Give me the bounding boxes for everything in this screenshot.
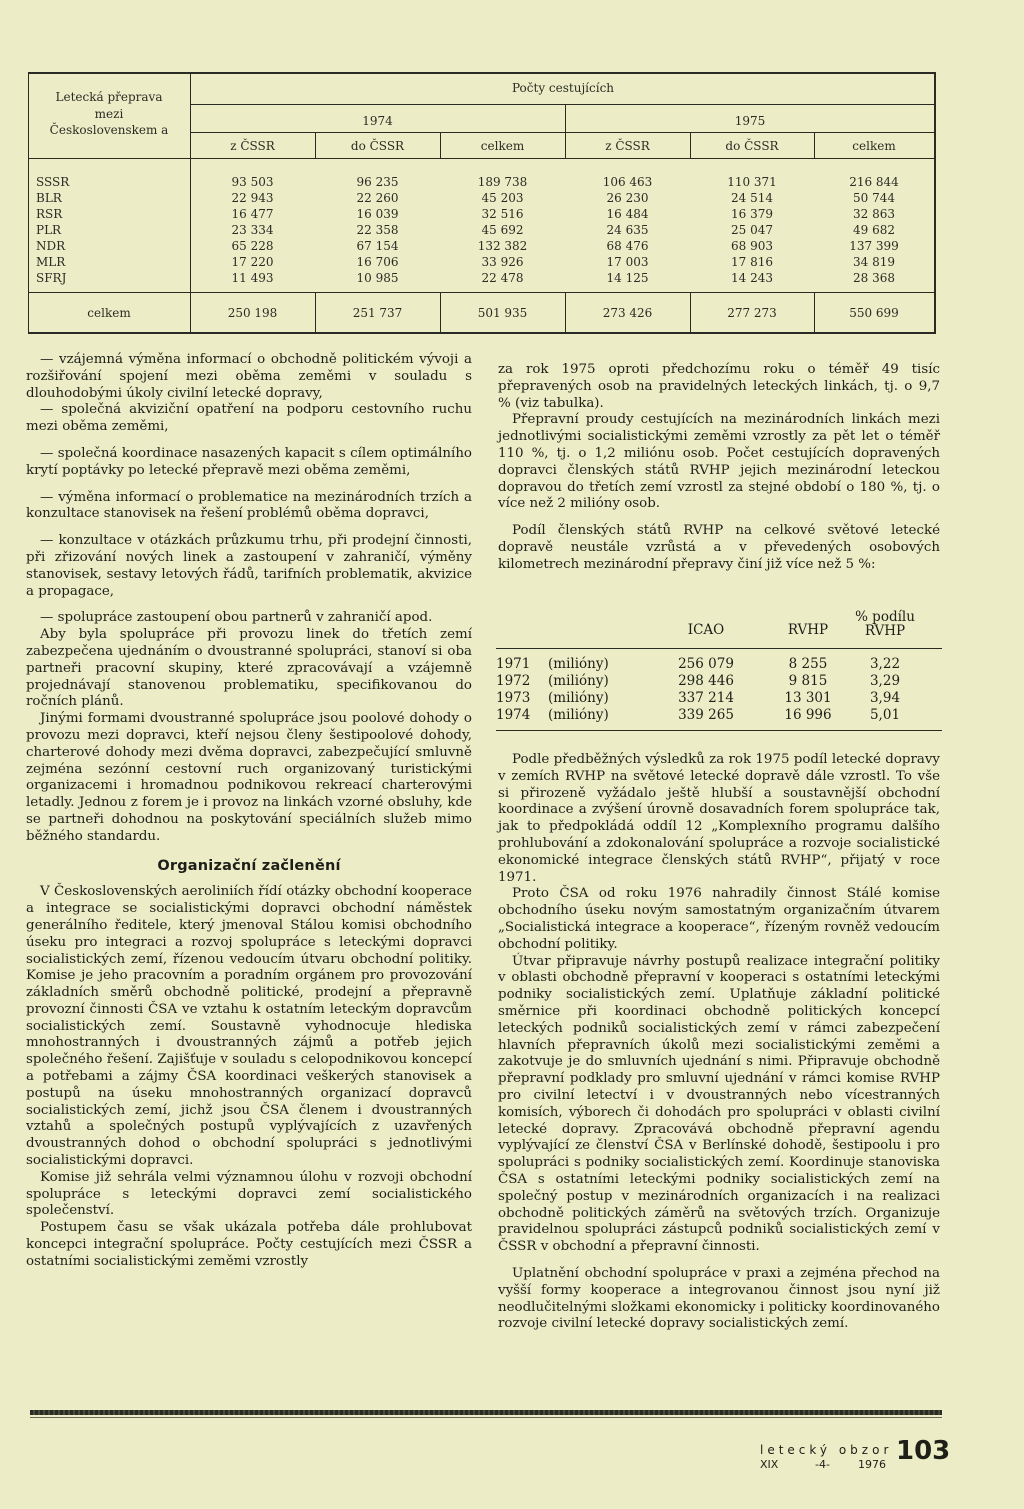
table-border-top (28, 72, 936, 74)
icao-rvhp-cell: 9 815 (788, 673, 828, 689)
row-country: PLR (36, 223, 62, 237)
icao-icao-cell: 337 214 (678, 690, 734, 706)
icao-unit-cell: (milióny) (548, 707, 609, 723)
row-country: NDR (36, 239, 66, 253)
paragraph: — společná koordinace nasazených kapacit s cílem optimálního krytí poptávky po letecké přepravě mezi oběma zeměmi, (26, 445, 472, 478)
table-cell: 22 358 (356, 223, 399, 237)
total-cell: 250 198 (227, 306, 278, 320)
table-cell: 26 230 (606, 191, 649, 205)
row-country: SSSR (36, 175, 70, 189)
year-1975: 1975 (734, 114, 766, 128)
table-cell: 189 738 (477, 175, 528, 189)
icao-header: ICAO (687, 622, 725, 638)
icao-unit-cell: (milióny) (548, 656, 609, 672)
table-cell: 16 477 (231, 207, 274, 221)
paragraph: Proto ČSA od roku 1976 nahradily činnost Stálé komise obchodního úseku novým samostatným organizačním útvarem „Socialistická integrace a kooperace“, řízeným rovněž vedoucím obchodní politiky. (498, 886, 940, 952)
footer-rule (30, 1410, 942, 1415)
table-cell: 32 863 (853, 207, 895, 221)
paragraph: Uplatnění obchodní spolupráce v praxi a zejména přechod na vyšší formy kooperace a integrovanou činnost jsou nyní již neodlučitelnými složkami ekonomicky i politicky koordinovaného rozvoje civilní letecké dopravy socialistických zemí. (498, 1265, 940, 1332)
left-column (26, 352, 472, 1271)
paragraph: za rok 1975 oproti předchozímu roku o téměř 49 tisíc přepravených osob na pravidelných leteckých linkách, tj. o 9,7 % (viz tabulka). (498, 362, 940, 411)
paragraph: V Československých aeroliniích řídí otázky obchodní kooperace a integrace se socialistickými dopravci obchodní náměstek generálního ředitele, který jmenoval Stálou komisi obchodního úseku pro integraci a rozvoj spolupráce s leteckými dopravci socialistických zemí, řízenou vedoucím útvaru obchodní politiky. Komise je jeho pracovním a poradním orgánem pro provozování základních směrů obchodně politické, prodejní a přepravně provozní činnosti ČSA ve vztahu k ostatním leteckým dopravcům socialistických zemí. Soustavně vyhodnocuje hlediska mnohostranných i dvoustranných zájmů a potřeb jejich společného řešení. Zajišťuje v souladu s celopodnikovou koncepcí a potřebami a zájmy ČSA koordinaci veškerých stanovisek a postupů na úseku mnohostranných organizací dopravců socialistických zemí, jichž jsou ČSA členem i dvoustranných vztahů a společných postupů vyplývajících z uzavřených dvoustranných dohod o obchodní spolupráci s jednotlivými socialistickými dopravci. (26, 884, 472, 1169)
header-top: Počty cestujících (511, 81, 615, 95)
table-border-bottom (28, 332, 936, 334)
table-cell: 45 692 (481, 223, 524, 237)
table-divider (190, 104, 936, 105)
paragraph: Podíl členských států RVHP na celkové světové letecké dopravě neustále vzrůstá a v převedených osobových kilometrech mezinárodní přepravy činí již více než 5 %: (498, 523, 940, 572)
table-cell: 22 478 (481, 271, 524, 285)
year-1974: 1974 (362, 114, 393, 128)
table-cell: 67 154 (356, 239, 399, 253)
passenger-table (28, 72, 936, 334)
row-country: MLR (36, 255, 66, 269)
icao-year-cell: 1974 (496, 707, 531, 723)
icao-rvhp-cell: 13 301 (784, 690, 832, 706)
table-cell: 14 125 (606, 271, 649, 285)
row-country: SFRJ (36, 271, 67, 285)
paragraph: — spolupráce zastoupení obou partnerů v zahraničí apod. (40, 610, 433, 626)
total-cell: 501 935 (477, 306, 528, 320)
corner-label-3: Československem a (49, 123, 169, 137)
year: 1976 (858, 1458, 886, 1471)
icao-icao-cell: 339 265 (678, 707, 734, 723)
total-cell: 251 737 (352, 306, 403, 320)
icao-share-cell: 3,22 (869, 656, 901, 672)
table-cell: 25 047 (731, 223, 773, 237)
subheader: z ČSSR (230, 139, 275, 153)
paragraph: Útvar připravuje návrhy postupů realizace integrační politiky v oblasti obchodně přepravní v kooperaci s ostatními leteckými podniky socialistických zemí. Uplatňuje základní politické směrnice při koordinaci obchodně politických koncepcí leteckých podniků socialistických zemí v rámci zabezpečení hlavních přepravních úkolů mezi socialistickými zeměmi a zakotvuje je do smluvních ujednání s nimi. Připravuje obchodně přepravní podklady pro smluvní ujednání v rámci komise RVHP pro civilní letectví i v dvoustranných nebo vícestranných komisích, výborech či dohodách pro spolupráci v oblasti civilní letecké dopravy. Zpracovává obchodně přepravní agendu vyplývající ze členství ČSA v Berlínské dohodě, šestipoolu i pro spolupráci s podniky socialistických zemí. Koordinuje stanoviska ČSA s ostatními leteckými podniky socialistických zemí na společný postup v mezinárodních organizacích i na realizaci obchodně politických záměrů na světových trzích. Organizuje pravidelnou spolupráci zástupců podniků socialistických zemí v ČSSR v obchodní a přepravní činnosti. (498, 953, 940, 1255)
total-cell: 550 699 (849, 306, 899, 320)
paragraph: — konzultace v otázkách průzkumu trhu, při prodejní činnosti, při zřizování nových linek a zastoupení v zahraničí, výměny stanovisek, sestavy letových řádů, tarifních problematik, akvizice a propagace, (26, 533, 472, 599)
icao-share-cell: 5,01 (869, 707, 901, 723)
table-cell: 17 220 (231, 255, 274, 269)
table-cell: 110 371 (727, 175, 777, 189)
table-cell: 24 635 (606, 223, 649, 237)
icao-icao-cell: 298 446 (678, 673, 734, 689)
table-cell: 23 334 (231, 223, 274, 237)
row-country: RSR (36, 207, 63, 221)
table-cell: 50 744 (853, 191, 895, 205)
table-cell: 96 235 (356, 175, 399, 189)
share-header: % podílu RVHP (855, 609, 915, 639)
table-cell: 22 260 (356, 191, 399, 205)
table-cell: 106 463 (602, 175, 653, 189)
subheader: z ČSSR (605, 139, 650, 153)
magazine-name: letecký obzor (760, 1443, 893, 1457)
table-cell: 68 476 (606, 239, 649, 253)
icao-rvhp-table (496, 606, 942, 734)
table-cell: 68 903 (731, 239, 773, 253)
paragraph: Komise již sehrála velmi významnou úlohu v rozvoji obchodní spolupráce s leteckými dopravci zemí socialistického společenství. (26, 1169, 472, 1219)
table-cell: 17 816 (731, 255, 773, 269)
total-cell: 273 426 (602, 306, 653, 320)
icao-rvhp-cell: 16 996 (784, 707, 832, 723)
corner-label-1: Letecká přeprava (55, 90, 163, 104)
subheader: celkem (480, 139, 525, 153)
icao-year-cell: 1972 (496, 673, 531, 689)
paragraph: Aby byla spolupráce při provozu linek do třetích zemí zabezpečena ujednáním o dvoustranné spolupráci, stanoví si oba partneři pracovní skupiny, které zpracovávají a vzájemně projednávají stanovenou problematiku, specifikovanou do ročních plánů. (26, 627, 472, 710)
icao-year-cell: 1973 (496, 690, 531, 706)
paragraph: Postupem času se však ukázala potřeba dále prohlubovat koncepci integrační spolupráce. Počty cestujících mezi ČSSR a ostatními socialistickými zeměmi vzrostly (26, 1220, 472, 1269)
table-cell: 14 243 (731, 271, 773, 285)
table-cell: 16 039 (356, 207, 399, 221)
total-cell: 277 273 (727, 306, 777, 320)
paragraph: — výměna informací o problematice na mezinárodních trzích a konzultace stanovisek na řešení problémů oběma dopravci, (26, 489, 472, 522)
table-cell: 17 003 (606, 255, 649, 269)
table-cell: 93 503 (231, 175, 274, 189)
icao-unit-cell: (milióny) (548, 673, 609, 689)
table-cell: 11 493 (231, 271, 274, 285)
icao-share-cell: 3,29 (869, 673, 901, 689)
table-cell: 65 228 (231, 239, 274, 253)
paragraph: — vzájemná výměna informací o obchodně politickém vývoji a rozšiřování spojení mezi oběma zeměmi v souladu s dlouhodobými úkoly civilní letecké dopravy, (26, 352, 472, 401)
table-cell: 137 399 (849, 239, 899, 253)
right-column-top (498, 362, 940, 574)
table-cell: 34 819 (853, 255, 895, 269)
icao-unit-cell: (milióny) (548, 690, 609, 706)
page-number: 103 (896, 1436, 951, 1466)
table-divider (28, 158, 936, 159)
subheader: do ČSSR (725, 139, 779, 153)
table-border-right (934, 72, 936, 334)
table-divider (28, 292, 936, 293)
right-column-bottom (498, 752, 940, 1333)
subheader: do ČSSR (350, 139, 405, 153)
subheader: celkem (852, 139, 896, 153)
table-divider (496, 648, 942, 649)
paragraph: — společná akviziční opatření na podporu cestovního ruchu mezi oběma zeměmi, (26, 402, 472, 435)
table-cell: 28 368 (853, 271, 895, 285)
table-cell: 132 382 (477, 239, 528, 253)
table-cell: 216 844 (849, 175, 899, 189)
table-cell: 10 985 (356, 271, 399, 285)
total-label: celkem (87, 306, 131, 320)
table-cell: 22 943 (231, 191, 274, 205)
table-cell: 33 926 (481, 255, 524, 269)
row-country: BLR (36, 191, 62, 205)
icao-rvhp-cell: 8 255 (788, 656, 828, 672)
icao-year-cell: 1971 (496, 656, 531, 672)
paragraph: Podle předběžných výsledků za rok 1975 podíl letecké dopravy v zemích RVHP na světové letecké dopravě dále vzrostl. To vše si přirozeně vyžádalo ještě hlubší a soustavnější obchodní koordinace a zvýšení úrovně dosavadních forem spolupráce tak, jak to předpokládá oddíl 12 „Komplexního programu dalšího prohlubování a zdokonalování spolupráce a rozvoje socialistické ekonomické integrace členských států RVHP“, přijatý v roce 1971. (498, 752, 940, 885)
rvhp-header: RVHP (787, 622, 829, 638)
footer-rule-thin (30, 1417, 942, 1418)
table-cell: 45 203 (481, 191, 524, 205)
table-cell: 16 706 (356, 255, 399, 269)
volume: XIX (760, 1458, 779, 1471)
table-cell: 16 484 (606, 207, 649, 221)
table-divider (190, 132, 936, 133)
icao-icao-cell: 256 079 (678, 656, 734, 672)
corner-label-2: mezi (94, 107, 124, 121)
table-cell: 49 682 (853, 223, 895, 237)
table-divider (496, 730, 942, 731)
table-cell: 16 379 (731, 207, 773, 221)
paragraph: Jinými formami dvoustranné spolupráce jsou poolové dohody o provozu mezi dopravci, kteří nejsou členy šestipoolové dohody, charterové dohody mezi dvěma dopravci, zabezpečující smluvně zejména sezónní cestovní ruch organizovaný turistickými organizacemi i hromadnou podnikovou rekreací charterovými letadly. Jednou z forem je i provoz na linkách vzorné obsluhy, kde se partneři dohodnou na poskytování speciálních služeb mimo běžného standardu. (26, 711, 472, 844)
table-cell: 32 516 (481, 207, 524, 221)
section-heading: Organizační začlenění (157, 857, 341, 874)
icao-share-cell: 3,94 (869, 690, 901, 706)
paragraph: Přepravní proudy cestujících na mezinárodních linkách mezi jednotlivými socialistickými zeměmi vzrostly za pět let o téměř 110 %, tj. o 1,2 miliónu osob. Počet cestujících dopravených dopravci členských států RVHP jejich mezinárodní leteckou dopravou do třetích zemí vzrostl za stejné období o 180 %, tj. o více než 2 milióny osob. (498, 412, 940, 512)
table-cell: 24 514 (731, 191, 773, 205)
issue: -4- (815, 1458, 830, 1471)
